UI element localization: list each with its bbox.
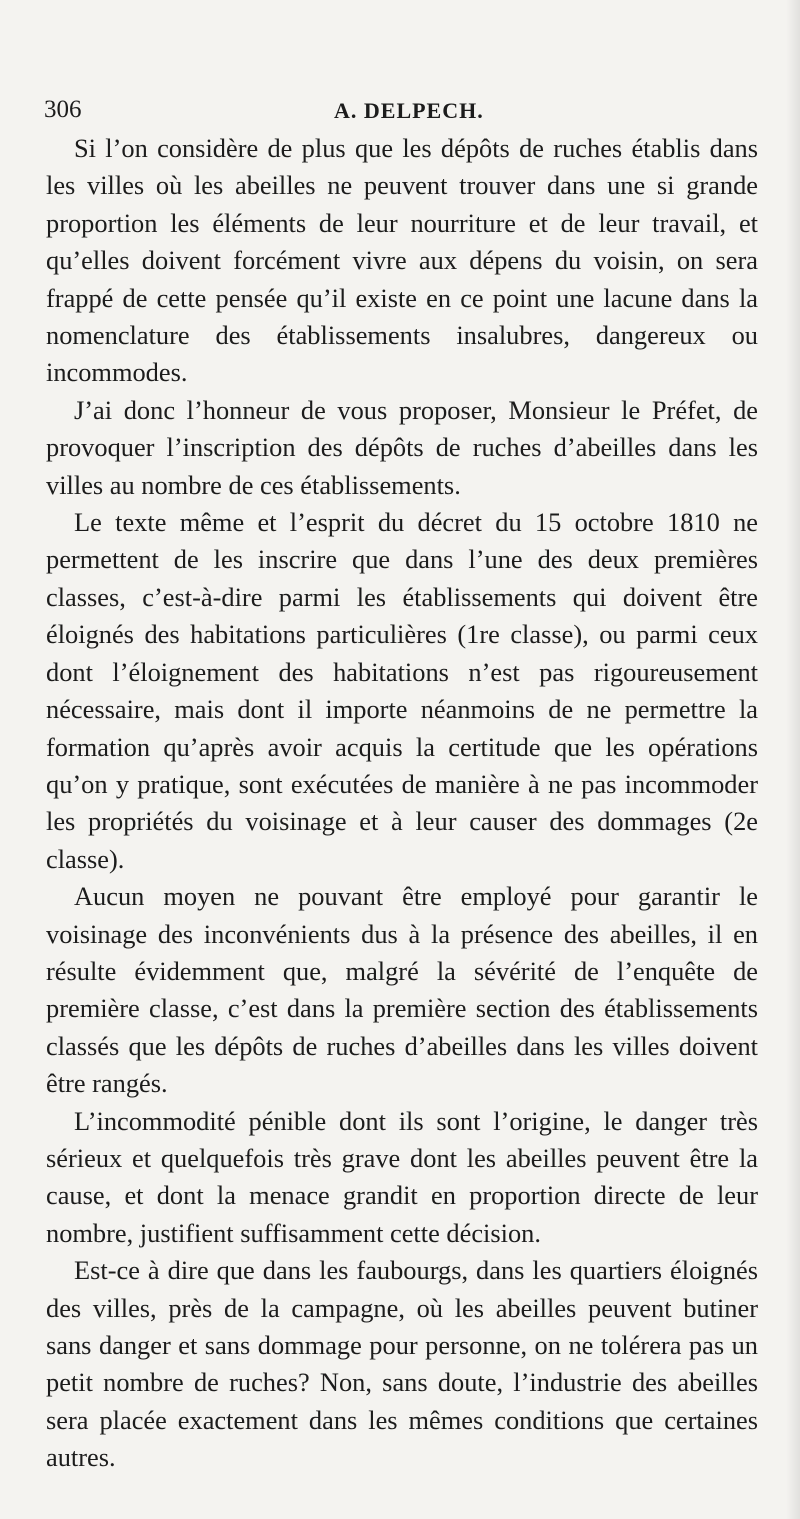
body-text [46,130,758,1477]
paragraph: Aucun moyen ne pouvant être employé pour garantir le voisinage des inconvénients dus à la présence des abeilles, il en résulte évidemment que, malgré la sévérité de l’enquête de première classe, c’est dans la première section des établissements classés que les dépôts de ruches d’abeilles dans les villes doivent être rangés. [46,881,758,1099]
paragraph: L’incommodité pénible dont ils sont l’origine, le danger très sérieux et quelquefois très grave dont les abeilles peuvent être la cause, et dont la menace grandit en proportion directe de leur nombre, justifient suffisamment cette décision. [46,1105,758,1248]
paragraph: Le texte même et l’esprit du décret du 15 octobre 1810 ne permettent de les inscrire que dans l’une des deux premières classes, c’est-à-dire parmi les établissements qui doivent être éloignés des habitations particulières (1re classe), ou parmi ceux dont l’éloignement des habitations n’est pas rigoureusement nécessaire, mais dont il importe néanmoins de ne permettre la formation qu’après avoir acquis la certitude que les opérations qu’on y pratique, sont exécutées de manière à ne pas incommoder les propriétés du voisinage et à leur causer des dommages (2e classe). [46,507,758,874]
running-head: A. DELPECH. [334,98,484,123]
page-number: 306 [44,96,82,123]
paragraph: J’ai donc l’honneur de vous proposer, Monsieur le Préfet, de provoquer l’inscription des dépôts de ruches d’abeilles dans les villes au nombre de ces établissements. [46,394,758,500]
page-edge-shadow [786,0,800,1519]
paragraph: Si l’on considère de plus que les dépôts de ruches établis dans les villes où les abeilles ne peuvent trouver dans une si grande proportion les éléments de leur nourriture et de leur travail, et qu’elles doivent forcément vivre aux dépens du voisin, on sera frappé de cette pensée qu’il existe en ce point une lacune dans la nomenclature des établissements insalubres, dangereux ou incommodes. [46,133,758,388]
paragraph: Est-ce à dire que dans les faubourgs, dans les quartiers éloignés des villes, près de la campagne, où les abeilles peuvent butiner sans danger et sans dommage pour personne, on ne tolérera pas un petit nombre de ruches? Non, sans doute, l’industrie des abeilles sera placée exactement dans les mêmes conditions que certaines autres. [46,1255,758,1473]
